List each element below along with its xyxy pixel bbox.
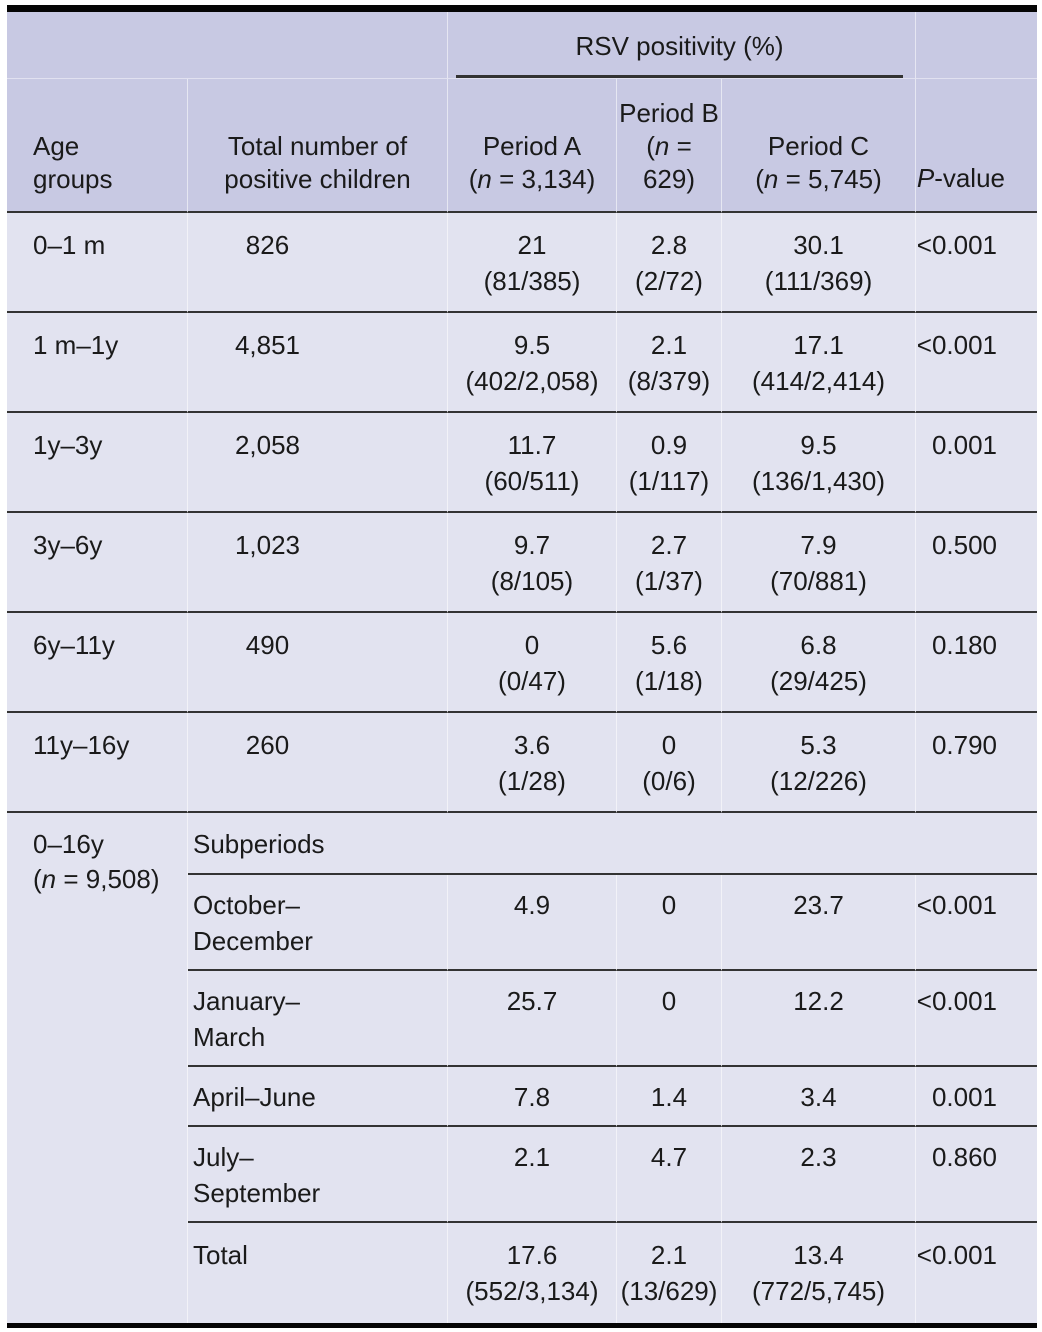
percent-value: 5.6 — [650, 630, 688, 660]
total-positive-cell: 4,851 — [188, 313, 448, 413]
percent-value: 9.5 — [513, 330, 551, 360]
period-b-cell — [617, 413, 722, 513]
column-header-period-c — [722, 79, 916, 213]
fraction-value: (1/18) — [635, 666, 703, 696]
p-value-cell: <0.001 — [916, 1223, 1037, 1323]
period-c-cell — [722, 213, 916, 313]
summary-n-label: (n = 9,508) — [33, 864, 160, 894]
percent-value: 5.3 — [800, 730, 837, 760]
table-row-0-1m — [7, 213, 1037, 313]
age-group-summary-cell — [7, 813, 188, 1323]
age-group-cell: 6y–11y — [7, 613, 188, 713]
fraction-value: (60/511) — [484, 466, 580, 496]
percent-value: 6.8 — [800, 630, 837, 660]
fraction-value: (70/881) — [770, 566, 867, 596]
header-columns-row — [7, 79, 1037, 213]
period-c-cell: 2.3 — [722, 1127, 916, 1223]
age-group-cell: 1y–3y — [7, 413, 188, 513]
column-header-total-positive — [188, 79, 448, 213]
fraction-value: (552/3,134) — [465, 1276, 599, 1306]
fraction-value: (414/2,414) — [752, 366, 885, 396]
period-a-cell — [448, 313, 617, 413]
period-a-n: (n = 3,134) — [468, 164, 596, 194]
table-row-1y-3y — [7, 413, 1037, 513]
period-b-cell — [617, 213, 722, 313]
period-b-cell — [617, 513, 722, 613]
subperiods-section-label: Subperiods — [188, 813, 1037, 875]
table-row-11y-16y — [7, 713, 1037, 813]
fraction-value: (772/5,745) — [752, 1276, 885, 1306]
period-a-cell: 7.8 — [448, 1067, 617, 1127]
period-a-cell — [448, 713, 617, 813]
period-c-n: (n = 5,745) — [755, 164, 882, 194]
percent-value: 2.1 — [650, 1240, 688, 1270]
period-b-cell — [617, 713, 722, 813]
total-label-cell: Total — [188, 1223, 448, 1323]
fraction-value: (8/105) — [490, 566, 574, 596]
header-empty-cell — [916, 12, 1037, 79]
age-header-line2: groups — [33, 164, 113, 194]
percent-value: 17.1 — [793, 330, 844, 360]
period-c-name: Period C — [767, 131, 870, 161]
age-header-line1: Age — [33, 131, 80, 161]
fraction-value: (1/28) — [498, 766, 566, 796]
period-a-cell — [448, 513, 617, 613]
period-a-cell: 4.9 — [448, 875, 617, 971]
period-c-cell: 3.4 — [722, 1067, 916, 1127]
header-group-row — [7, 12, 1037, 79]
percent-value: 2.7 — [650, 530, 688, 560]
p-value-cell: 0.790 — [916, 713, 1037, 813]
period-a-cell — [448, 1223, 617, 1323]
total-positive-cell: 1,023 — [188, 513, 448, 613]
percent-value: 21 — [517, 230, 547, 260]
period-b-name: Period B — [619, 98, 719, 128]
age-group-cell: 3y–6y — [7, 513, 188, 613]
p-value-cell: 0.001 — [916, 1067, 1037, 1127]
total-positive-cell: 826 — [188, 213, 448, 313]
table-row-subperiods-header — [7, 813, 1037, 875]
period-b-cell — [617, 613, 722, 713]
p-value-cell: <0.001 — [916, 971, 1037, 1067]
period-a-cell: 2.1 — [448, 1127, 617, 1223]
period-c-cell — [722, 313, 916, 413]
fraction-value: (111/369) — [764, 266, 873, 296]
p-value-cell: <0.001 — [916, 213, 1037, 313]
percent-value: 2.1 — [650, 330, 688, 360]
period-c-cell — [722, 613, 916, 713]
column-header-age-groups — [7, 79, 188, 213]
p-value-cell: 0.860 — [916, 1127, 1037, 1223]
period-c-cell — [722, 513, 916, 613]
fraction-value: (136/1,430) — [752, 466, 885, 496]
table-row-6y-11y — [7, 613, 1037, 713]
age-group-cell: 1 m–1y — [7, 313, 188, 413]
period-b-cell: 0 — [617, 875, 722, 971]
p-value-cell: 0.500 — [916, 513, 1037, 613]
period-b-cell — [617, 1223, 722, 1323]
rsv-positivity-table-frame — [7, 5, 1037, 1328]
percent-value: 7.9 — [800, 530, 837, 560]
subperiod-label-cell: January–March — [188, 971, 448, 1067]
header-empty-cell — [7, 12, 448, 79]
period-c-cell: 12.2 — [722, 971, 916, 1067]
p-value-cell: <0.001 — [916, 875, 1037, 971]
period-a-cell — [448, 413, 617, 513]
period-c-cell — [722, 713, 916, 813]
percent-value: 0 — [661, 730, 677, 760]
rsv-positivity-group-header — [448, 12, 916, 79]
table-row-1m-1y — [7, 313, 1037, 413]
percent-value: 17.6 — [506, 1240, 558, 1270]
total-positive-cell: 490 — [188, 613, 448, 713]
column-header-p-value: P-value — [916, 79, 1037, 213]
p-value-cell: 0.001 — [916, 413, 1037, 513]
fraction-value: (1/37) — [635, 566, 703, 596]
period-b-cell: 0 — [617, 971, 722, 1067]
percent-value: 0.9 — [650, 430, 688, 460]
period-c-cell: 23.7 — [722, 875, 916, 971]
fraction-value: (1/117) — [628, 466, 710, 496]
period-a-name: Period A — [482, 131, 582, 161]
p-value-cell: <0.001 — [916, 313, 1037, 413]
age-group-cell: 0–1 m — [7, 213, 188, 313]
percent-value: 3.6 — [513, 730, 551, 760]
percent-value: 2.8 — [650, 230, 688, 260]
total-header-line2: positive children — [224, 164, 411, 194]
percent-value: 13.4 — [793, 1240, 844, 1270]
fraction-value: (29/425) — [770, 666, 867, 696]
rsv-positivity-label: RSV positivity (%) — [456, 12, 903, 78]
period-c-cell — [722, 1223, 916, 1323]
period-b-cell: 1.4 — [617, 1067, 722, 1127]
fraction-value: (13/629) — [620, 1276, 718, 1306]
total-header-line1: Total number of — [227, 131, 408, 161]
period-a-cell — [448, 613, 617, 713]
fraction-value: (81/385) — [483, 266, 581, 296]
age-group-cell: 11y–16y — [7, 713, 188, 813]
period-b-cell: 4.7 — [617, 1127, 722, 1223]
period-c-cell — [722, 413, 916, 513]
fraction-value: (8/379) — [627, 366, 711, 396]
rsv-positivity-table — [7, 12, 1037, 1323]
period-a-cell — [448, 213, 617, 313]
summary-age-label: 0–16y — [33, 829, 104, 859]
percent-value: 11.7 — [507, 430, 557, 460]
column-header-period-a — [448, 79, 617, 213]
percent-value: 0 — [524, 630, 540, 660]
subperiod-label-cell: October–December — [188, 875, 448, 971]
percent-value: 30.1 — [793, 230, 844, 260]
period-b-cell — [617, 313, 722, 413]
p-value-cell: 0.180 — [916, 613, 1037, 713]
fraction-value: (12/226) — [770, 766, 867, 796]
subperiod-label-cell: April–June — [188, 1067, 448, 1127]
fraction-value: (0/6) — [642, 766, 696, 796]
period-a-cell: 25.7 — [448, 971, 617, 1067]
fraction-value: (0/47) — [498, 666, 566, 696]
fraction-value: (402/2,058) — [465, 366, 599, 396]
total-positive-cell: 2,058 — [188, 413, 448, 513]
fraction-value: (2/72) — [635, 266, 703, 296]
subperiod-label-cell: July–September — [188, 1127, 448, 1223]
table-row-3y-6y — [7, 513, 1037, 613]
total-positive-cell: 260 — [188, 713, 448, 813]
column-header-period-b — [617, 79, 722, 213]
percent-value: 9.7 — [513, 530, 551, 560]
percent-value: 9.5 — [800, 430, 837, 460]
period-b-n: (n = 629) — [642, 131, 696, 194]
